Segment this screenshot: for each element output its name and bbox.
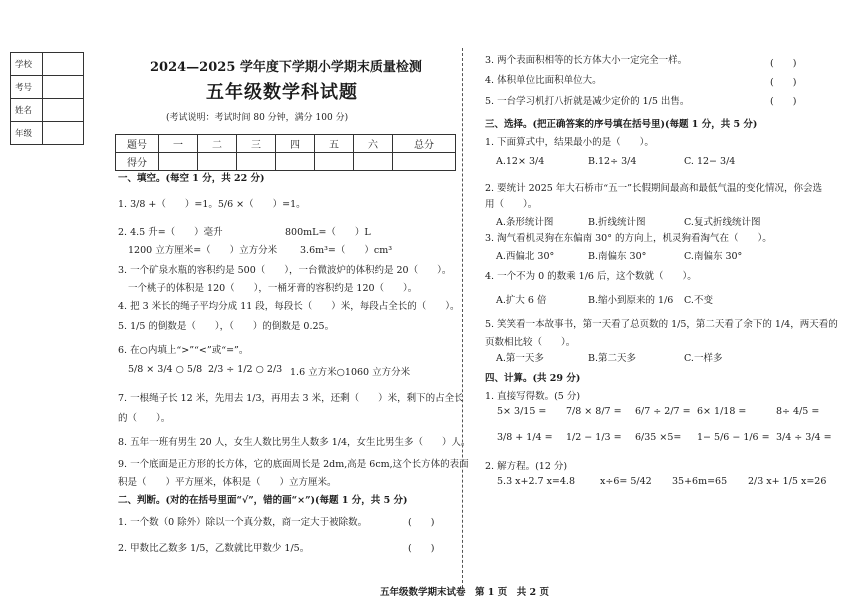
fill-q6a: 5/8 × 3/4 ○ 5/8 (128, 364, 203, 375)
choice-q2b: 用（ ）。 (485, 199, 538, 210)
choice-q4: 4. 一个不为 0 的数乘 1/6 后，这个数就（ ）。 (485, 271, 697, 282)
score-header-cell: 总分 (393, 135, 456, 153)
judge-q2: 2. 甲数比乙数多 1/5，乙数就比甲数少 1/5。 (118, 543, 310, 554)
fill-q7a: 7. 一根绳子长 12 米，先用去 1/3，再用去 3 米，还剩（ ）米，剩下的占全长 (118, 393, 464, 404)
judge-q3-answer[interactable]: ( ) (770, 58, 797, 69)
choice-q2-option-a[interactable]: A.条形统计图 (496, 217, 554, 228)
choice-q1-option-a[interactable]: A.12× 3/4 (496, 156, 545, 167)
info-label-grade: 年级 (11, 122, 43, 145)
calc-item: 3/4 ÷ 3/4 = (776, 432, 832, 443)
calc-item: 3/8 + 1/4 = (497, 432, 553, 443)
section4-heading: 四、计算。(共 29 分) (485, 373, 581, 384)
judge-q4: 4. 体积单位比面积单位大。 (485, 75, 602, 86)
calc-item: 1/2 − 1/3 = (566, 432, 622, 443)
choice-q5-option-a[interactable]: A.第一天多 (496, 353, 544, 364)
calc-sub1-heading: 1. 直接写得数。(5 分) (485, 391, 581, 402)
exam-subtitle: 五年级数学科试题 (206, 82, 358, 103)
calc-item: 6× 1/18 = (697, 406, 747, 417)
judge-q1: 1. 一个数（0 除外）除以一个真分数，商一定大于被除数。 (118, 517, 368, 528)
fill-q9a: 9. 一个底面是正方形的长方体，它的底面周长是 2dm,高是 6cm,这个长方体的表面 (118, 459, 469, 470)
column-divider (462, 48, 463, 588)
fill-q8: 8. 五年一班有男生 20 人，女生人数比男生人数多 1/4，女生比男生多（ ）人。 (118, 437, 471, 448)
choice-q4-option-c[interactable]: C.不变 (684, 295, 713, 306)
score-cell[interactable] (276, 153, 315, 171)
section1-heading: 一、填空。(每空 1 分，共 22 分) (118, 173, 265, 184)
page-footer: 五年级数学期末试卷 第 1 页 共 2 页 (380, 587, 549, 598)
equation: x÷6= 5/42 (600, 476, 652, 487)
choice-q5-option-c[interactable]: C.一样多 (684, 353, 723, 364)
choice-q2a: 2. 要统计 2025 年大石桥市“五一”长假期间最高和最低气温的变化情况，你会选 (485, 183, 823, 194)
exam-note: (考试说明：考试时间 80 分钟，满分 100 分) (166, 113, 349, 123)
score-cell[interactable] (198, 153, 237, 171)
choice-q5a: 5. 笑笑看一本故事书，第一天看了总页数的 1/5，第二天看了余下的 1/4，两天看的 (485, 319, 838, 330)
score-header-cell: 五 (315, 135, 354, 153)
equation: 2/3 x+ 1/5 x=26 (748, 476, 827, 487)
score-table (115, 134, 456, 171)
judge-q3: 3. 两个表面积相等的长方体大小一定完全一样。 (485, 55, 688, 66)
judge-q5-answer[interactable]: ( ) (770, 96, 797, 107)
exam-title: 2024—2025 学年度下学期小学期末质量检测 (150, 60, 422, 75)
fill-q6c: 1.6 立方米○1060 立方分米 (290, 367, 411, 378)
choice-q2-option-b[interactable]: B.折线统计图 (588, 217, 646, 228)
score-header-cell: 四 (276, 135, 315, 153)
choice-q4-option-a[interactable]: A.扩大 6 倍 (496, 295, 547, 306)
info-label-name: 姓名 (11, 99, 43, 122)
fill-q2c: 1200 立方厘米=（ ）立方分米 (128, 245, 278, 256)
choice-q3-option-b[interactable]: B.南偏东 30° (588, 251, 647, 262)
judge-q1-answer[interactable]: ( ) (408, 517, 435, 528)
fill-q2b: 800mL=（ ）L (285, 227, 371, 238)
calc-sub2-heading: 2. 解方程。(12 分) (485, 461, 568, 472)
section2-heading: 二、判断。(对的在括号里面“√”，错的画“×”)(每题 1 分，共 5 分) (118, 495, 408, 506)
calc-item: 6/7 ÷ 2/7 = (635, 406, 691, 417)
judge-q5: 5. 一台学习机打八折就是减少定价的 1/5 出售。 (485, 96, 690, 107)
choice-q3: 3. 淘气看机灵狗在东偏南 30° 的方向上，机灵狗看淘气在（ ）。 (485, 233, 772, 244)
choice-q3-option-a[interactable]: A.西偏北 30° (496, 251, 555, 262)
score-cell[interactable] (159, 153, 198, 171)
calc-item: 5× 3/15 = (497, 406, 547, 417)
calc-item: 7/8 × 8/7 = (566, 406, 622, 417)
choice-q2-option-c[interactable]: C.复式折线统计图 (684, 217, 761, 228)
fill-q2a: 2. 4.5 升=（ ）毫升 (118, 227, 223, 238)
score-row-label: 得分 (116, 153, 159, 171)
equation: 5.3 x+2.7 x=4.8 (497, 476, 575, 487)
info-value-exam-number[interactable] (43, 76, 84, 99)
score-cell[interactable] (393, 153, 456, 171)
equation: 35+6m=65 (672, 476, 728, 487)
choice-q1-option-b[interactable]: B.12÷ 3/4 (588, 156, 637, 167)
student-info-table (10, 52, 84, 145)
info-value-name[interactable] (43, 99, 84, 122)
choice-q1-option-c[interactable]: C. 12− 3/4 (684, 156, 736, 167)
fill-q7b: 的（ ）。 (118, 413, 171, 424)
choice-q5-option-b[interactable]: B.第二天多 (588, 353, 637, 364)
score-header-cell: 二 (198, 135, 237, 153)
fill-q6: 6. 在○内填上“>”“<”或“=”。 (118, 345, 249, 356)
calc-item: 8÷ 4/5 = (776, 406, 820, 417)
choice-q3-option-c[interactable]: C.南偏东 30° (684, 251, 743, 262)
judge-q2-answer[interactable]: ( ) (408, 543, 435, 554)
fill-q5: 5. 1/5 的倒数是（ ），（ ）的倒数是 0.25。 (118, 321, 335, 332)
fill-q1: 1. 3/8 +（ ）=1。5/6 ×（ ）=1。 (118, 199, 306, 210)
fill-q3a: 3. 一个矿泉水瓶的容积约是 500（ ），一台微波炉的体积约是 20（ ）。 (118, 265, 452, 276)
info-value-grade[interactable] (43, 122, 84, 145)
score-header-cell: 一 (159, 135, 198, 153)
score-header-cell: 六 (354, 135, 393, 153)
info-value-school[interactable] (43, 53, 84, 76)
fill-q2d: 3.6m³=（ ）cm³ (300, 245, 393, 256)
info-label-exam-number: 考号 (11, 76, 43, 99)
choice-q1: 1. 下面算式中，结果最小的是（ ）。 (485, 137, 654, 148)
fill-q6b: 2/3 ÷ 1/2 ○ 2/3 (208, 364, 283, 375)
calc-item: 1− 5/6 − 1/6 = (697, 432, 770, 443)
score-cell[interactable] (237, 153, 276, 171)
fill-q3b: 一个桃子的体积是 120（ ），一桶牙膏的容积约是 120（ ）。 (128, 283, 418, 294)
judge-q4-answer[interactable]: ( ) (770, 77, 797, 88)
info-label-school: 学校 (11, 53, 43, 76)
calc-item: 6/35 ×5= (635, 432, 682, 443)
score-header-cell: 三 (237, 135, 276, 153)
fill-q9b: 积是（ ）平方厘米，体积是（ ）立方厘米。 (118, 477, 337, 488)
score-cell[interactable] (315, 153, 354, 171)
choice-q4-option-b[interactable]: B.缩小到原来的 1/6 (588, 295, 674, 306)
score-header-cell: 题号 (116, 135, 159, 153)
score-cell[interactable] (354, 153, 393, 171)
choice-q5b: 页数相比较（ ）。 (485, 337, 576, 348)
section3-heading: 三、选择。(把正确答案的序号填在括号里)(每题 1 分，共 5 分) (485, 119, 758, 130)
fill-q4: 4. 把 3 米长的绳子平均分成 11 段，每段长（ ）米，每段占全长的（ ）。 (118, 301, 460, 312)
